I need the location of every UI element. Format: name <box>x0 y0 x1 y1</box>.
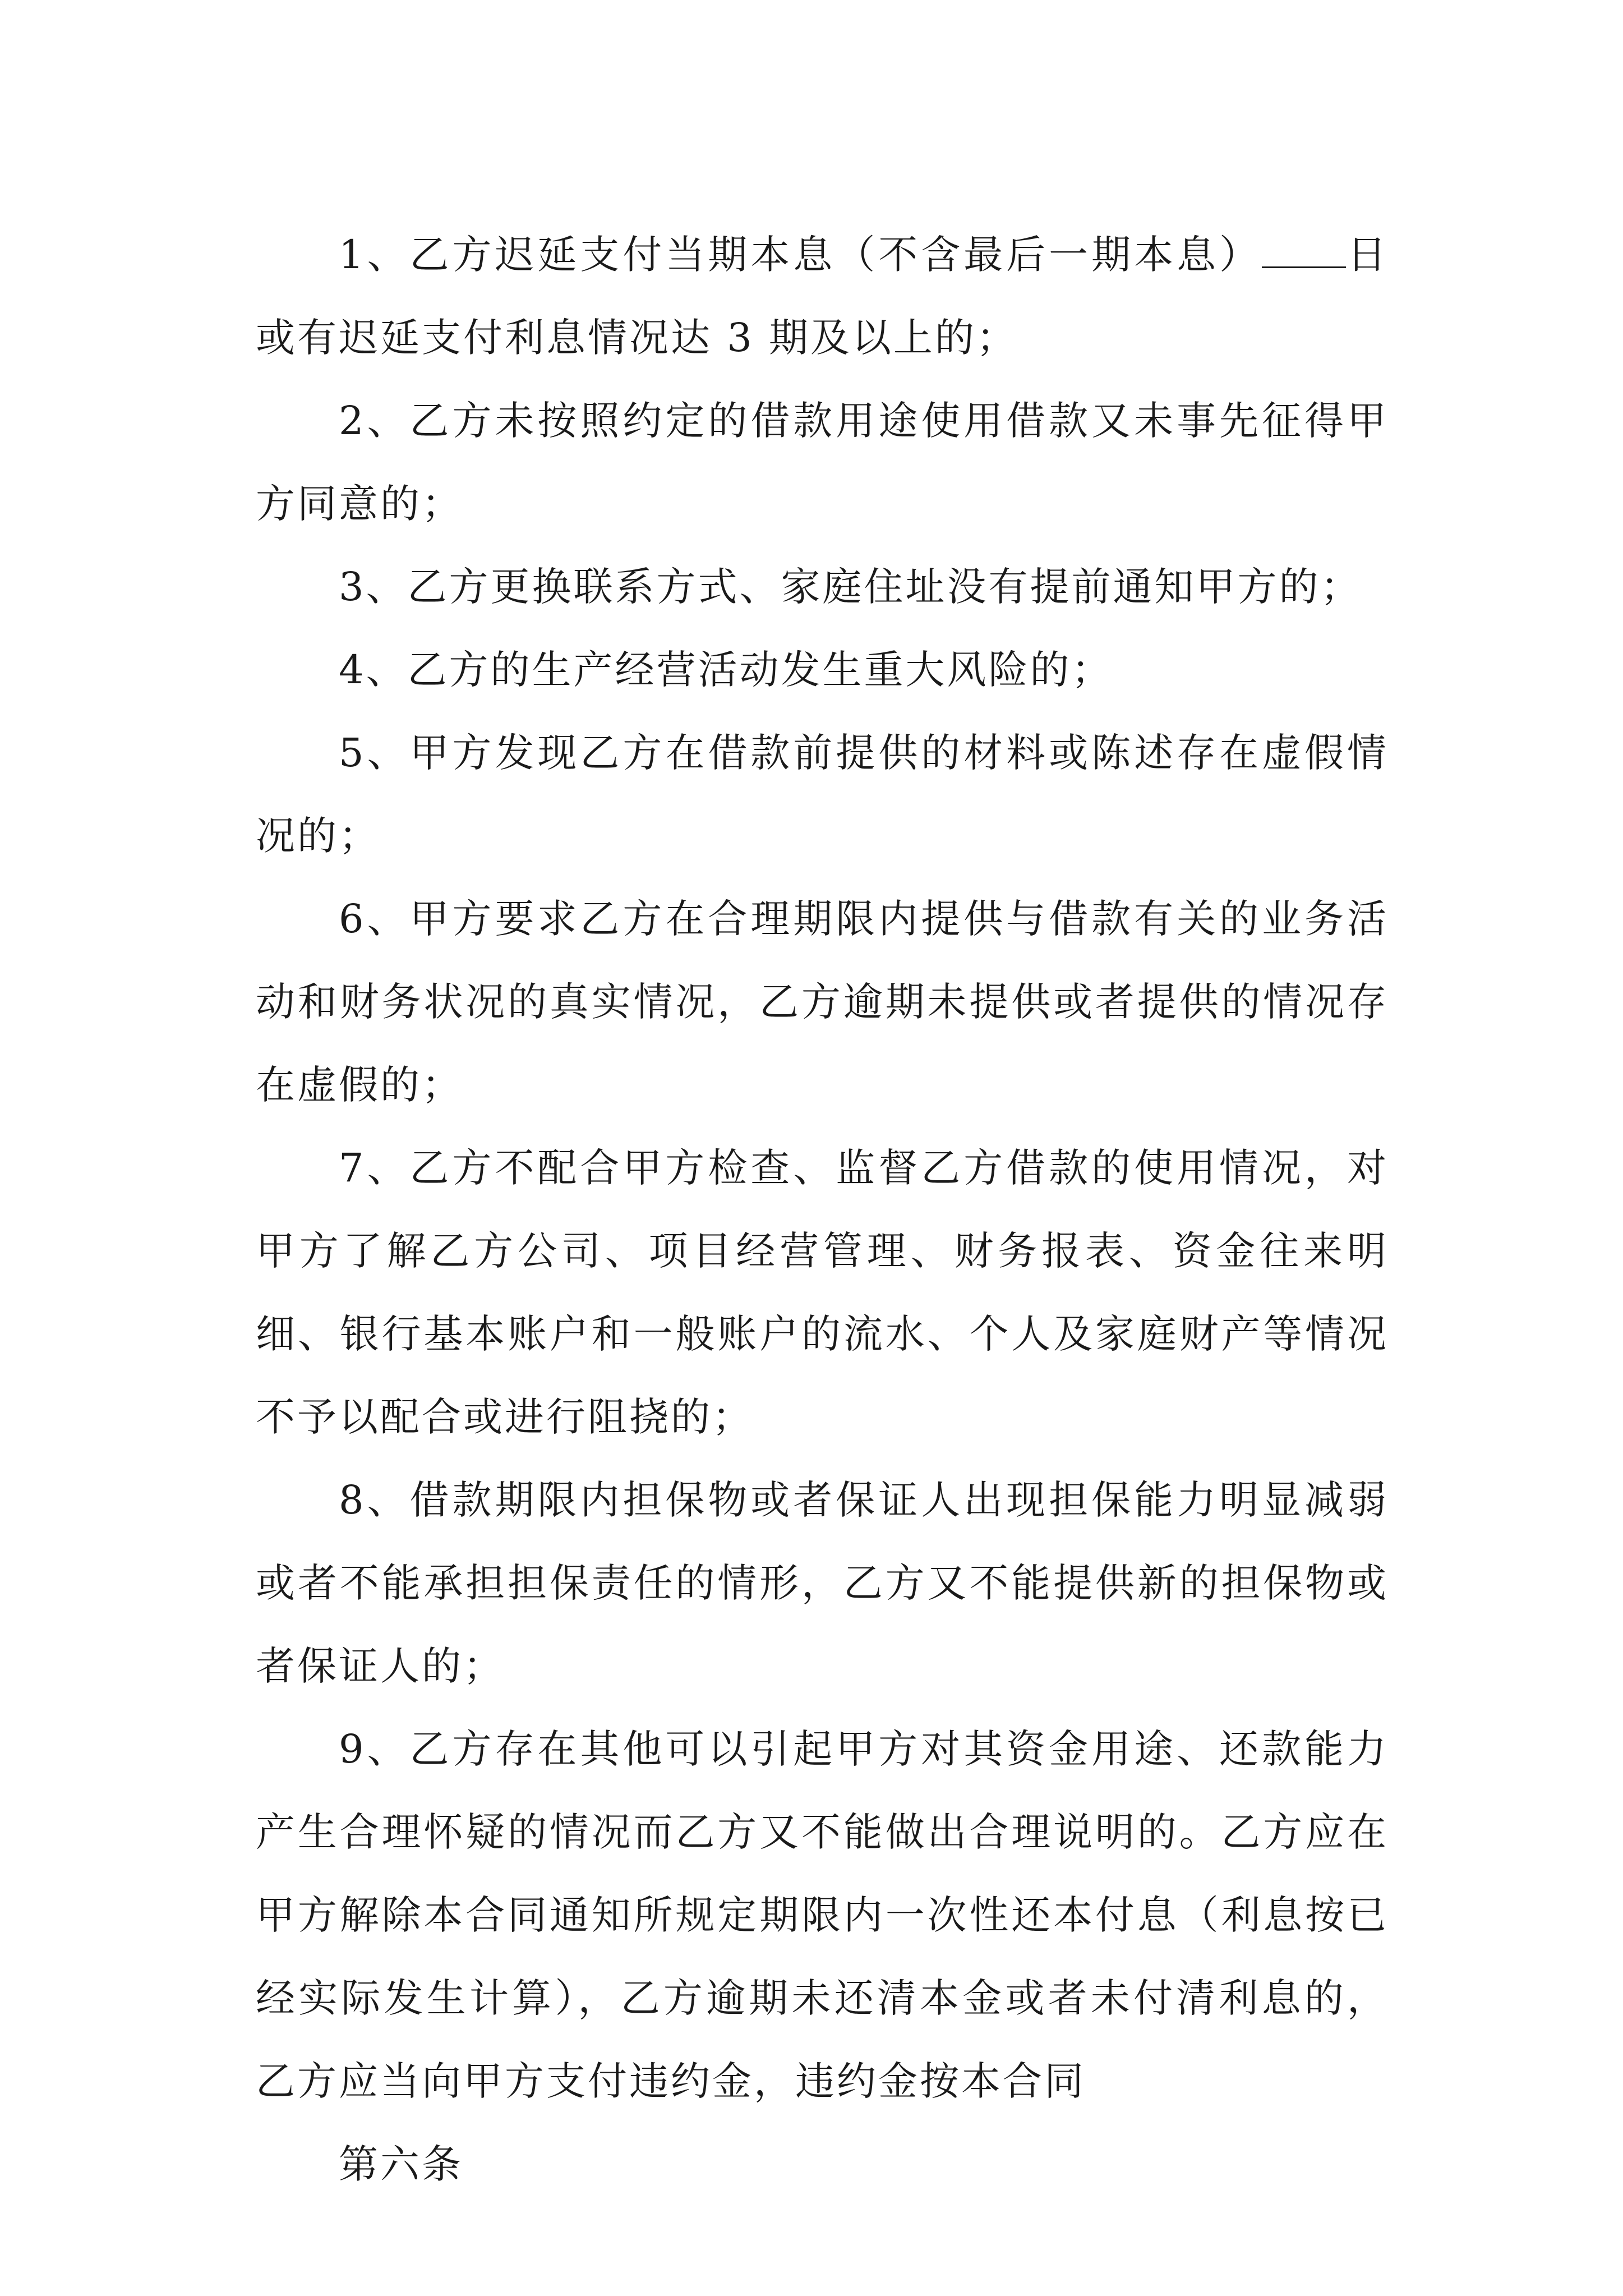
article-6-heading: 第六条 <box>339 2141 463 2187</box>
clause-5: 5、甲方发现乙方在借款前提供的材料或陈述存在虚假情况的； <box>256 730 1389 859</box>
clause-1-text-after: 日或有迟延支付利息情况达 3 期及以上的； <box>256 232 1389 361</box>
clause-1 <box>256 213 1389 379</box>
clause-2: 2、乙方未按照约定的借款用途使用借款又未事先征得甲方同意的； <box>256 398 1389 527</box>
clause-4: 4、乙方的生产经营活动发生重大风险的； <box>339 647 1113 693</box>
fill-in-blank <box>1262 233 1346 268</box>
clause-9: 9、乙方存在其他可以引起甲方对其资金用途、还款能力产生合理怀疑的情况而乙方又不能做出合理说明的。乙方应在甲方解除本合同通知所规定期限内一次性还本付息（利息按已经实际发生计算），乙方逾期未还清本金或者未付清利息的，乙方应当向甲方支付违约金，违约金按本合同 <box>256 1726 1389 2104</box>
clause-1-text-before: 1、乙方迟延支付当期本息（不含最后一期本息） <box>339 232 1262 278</box>
clause-8: 8、借款期限内担保物或者保证人出现担保能力明显减弱或者不能承担担保责任的情形，乙方又不能提供新的担保物或者保证人的； <box>256 1477 1389 1689</box>
clause-3: 3、乙方更换联系方式、家庭住址没有提前通知甲方的； <box>339 564 1362 610</box>
document-body <box>256 213 1389 2206</box>
clause-7: 7、乙方不配合甲方检查、监督乙方借款的使用情况，对甲方了解乙方公司、项目经营管理、财务报表、资金往来明细、银行基本账户和一般账户的流水、个人及家庭财产等情况不予以配合或进行阻挠的； <box>256 1145 1389 1440</box>
clause-6: 6、甲方要求乙方在合理期限内提供与借款有关的业务活动和财务状况的真实情况，乙方逾期未提供或者提供的情况存在虚假的； <box>256 896 1389 1108</box>
